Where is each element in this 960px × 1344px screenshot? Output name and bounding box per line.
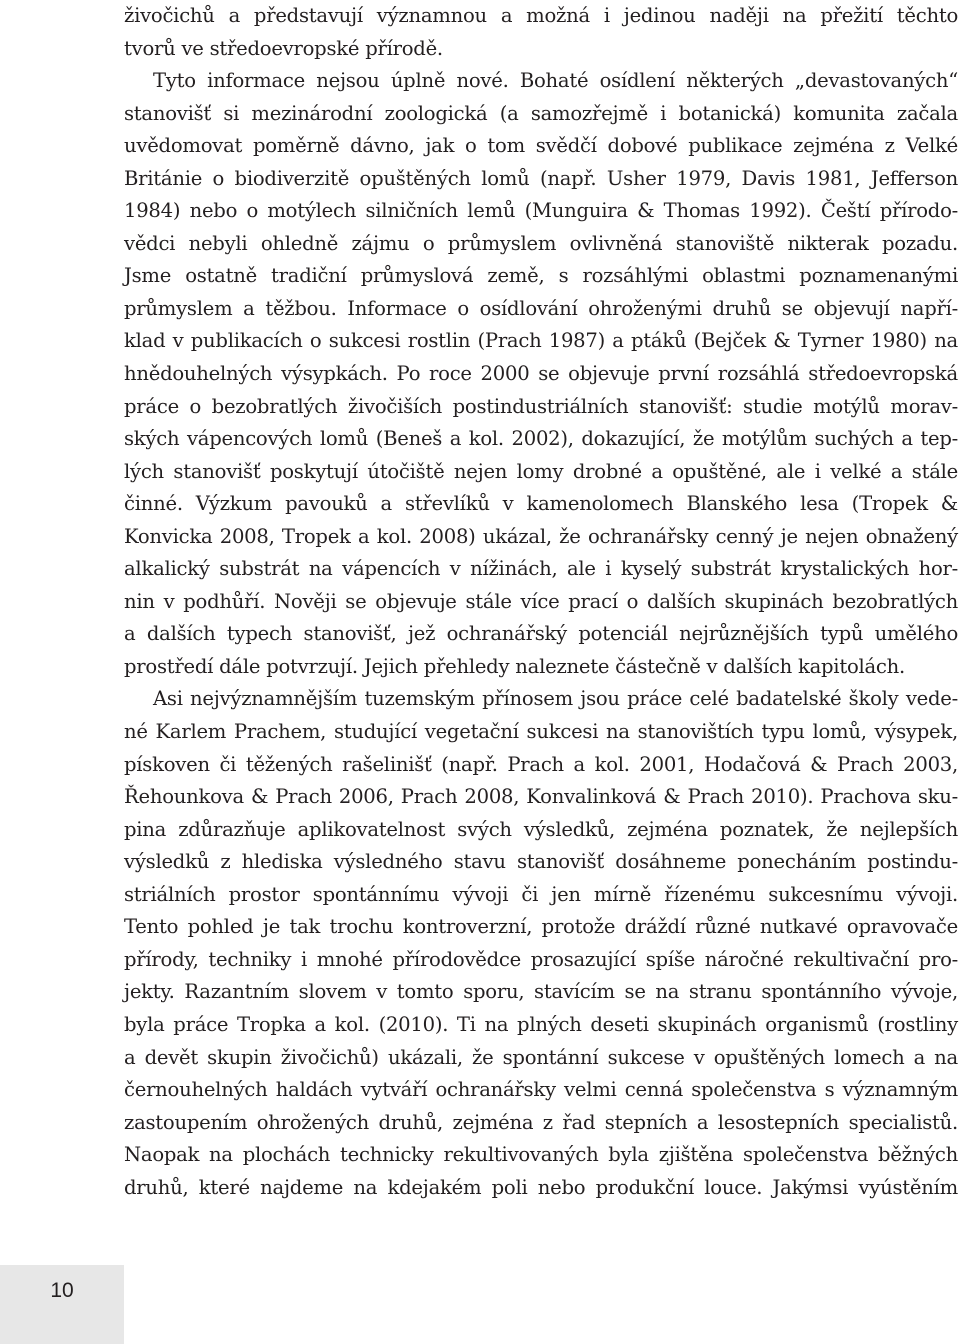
text-line: černouhelných haldách vytváří ochranářsky velmi cenná společenstva s významným — [124, 1078, 958, 1102]
body-text — [124, 0, 958, 1204]
text-line: byla práce Tropka a kol. (2010). Ti na plných deseti skupinách organismů (rostliny — [124, 1012, 958, 1036]
text-line: činné. Výzkum pavouků a střevlíků v kamenolomech Blanského lesa (Tropek & — [124, 492, 958, 516]
text-line: přírody, techniky i mnohé přírodovědce prosazující spíše náročné rekultivační pro- — [124, 947, 958, 971]
text-line: Konvicka 2008, Tropek a kol. 2008) ukázal, že ochranářsky cenný je nejen obnažený — [124, 524, 958, 548]
text-line: klad v publikacích o sukcesi rostlin (Prach 1987) a ptáků (Bejček & Tyrner 1980) na — [124, 329, 958, 353]
text-line: lých stanovišť poskytují útočiště nejen lomy drobné a opuštěné, ale i velké a stále — [124, 459, 958, 483]
text-line: prostředí dále potvrzují. Jejich přehledy naleznete částečně v dalších kapitolách. — [124, 654, 906, 678]
text-line: Jsme ostatně tradiční průmyslová země, s rozsáhlými oblastmi poznamenanými — [124, 264, 958, 288]
text-line: Naopak na plochách technicky rekultivovaných byla zjištěna společenstva běžných — [124, 1143, 958, 1167]
text-line: stanovišť si mezinárodní zoologická (a samozřejmě i botanická) komunita začala — [124, 101, 958, 125]
text-line: druhů, které najdeme na kdejakém poli nebo produkční louce. Jakýmsi vyústěním — [124, 1175, 958, 1199]
text-line: průmyslem a těžbou. Informace o osídlování ohroženými druhů se objevují napří- — [124, 296, 958, 320]
text-line: vědci nebyli ohledně zájmu o průmyslem ovlivněná stanoviště nikterak pozadu. — [124, 231, 958, 255]
text-line: a devět skupin živočichů) ukázali, že spontánní sukcese v opuštěných lomech a na — [124, 1045, 958, 1069]
text-line: alkalický substrát na vápencích v nížinách, ale i kyselý substrát krystalických hor- — [124, 557, 958, 581]
text-line: Tento pohled je tak trochu kontroverzní, protože dráždí různé nutkavé opravovače — [124, 915, 958, 939]
text-line: Tyto informace nejsou úplně nové. Bohaté osídlení některých „devastovaných“ — [153, 69, 958, 93]
text-line: pískoven či těžených rašelinišť (např. Prach a kol. 2001, Hodačová & Prach 2003, — [124, 752, 958, 776]
text-line: Řehounkova & Prach 2006, Prach 2008, Konvalinková & Prach 2010). Prachova sku- — [124, 785, 958, 809]
text-line: ských vápencových lomů (Beneš a kol. 2002), dokazující, že motýlům suchých a tep- — [124, 427, 958, 451]
text-line: nin v podhůří. Nověji se objevuje stále více prací o dalších skupinách bezobratlých — [124, 589, 958, 613]
text-line: Británie o biodiverzitě opuštěných lomů (např. Usher 1979, Davis 1981, Jefferson — [124, 166, 958, 190]
text-line: hnědouhelných výsypkách. Po roce 2000 se objevuje první rozsáhlá středoevropská — [124, 362, 958, 386]
text-line: Asi nejvýznamnějším tuzemským přínosem jsou práce celé badatelské školy vede- — [153, 687, 958, 711]
text-line: né Karlem Prachem, studující vegetační sukcesi na stanovištích typu lomů, výsypek, — [124, 720, 958, 744]
text-line: pina zdůrazňuje aplikovatelnost svých výsledků, zejména poznatek, že nejlepších — [124, 817, 958, 841]
text-line: zastoupením ohrožených druhů, zejména z řad stepních a lesostepních specialistů. — [124, 1110, 958, 1134]
text-line: 1984) nebo o motýlech silničních lemů (Munguira & Thomas 1992). Čeští přírodo- — [124, 199, 958, 223]
text-line: práce o bezobratlých živočiších postindustriálních stanovišť: studie motýlů morav- — [124, 394, 958, 418]
text-line: a dalších typech stanovišť, jež ochranářský potenciál nejrůznějších typů umělého — [124, 622, 958, 646]
page-number: 10 — [50, 1279, 74, 1302]
text-line: tvorů ve středoevropské přírodě. — [124, 36, 443, 60]
text-line: jekty. Razantním slovem v tomto sporu, stavícím se na stranu spontánního vývoje, — [124, 980, 958, 1004]
text-line: výsledků z hlediska výsledného stavu stanovišť dosáhneme ponecháním postindu- — [124, 850, 958, 874]
text-line: striálních prostor spontánnímu vývoji či jen mírně řízenému sukcesnímu vývoji. — [124, 882, 958, 906]
text-line: uvědomovat poměrně dávno, jak o tom svědčí dobové publikace zejména z Velké — [124, 134, 958, 158]
text-line: živočichů a představují významnou a možná i jedinou naději na přežití těchto — [124, 4, 958, 27]
